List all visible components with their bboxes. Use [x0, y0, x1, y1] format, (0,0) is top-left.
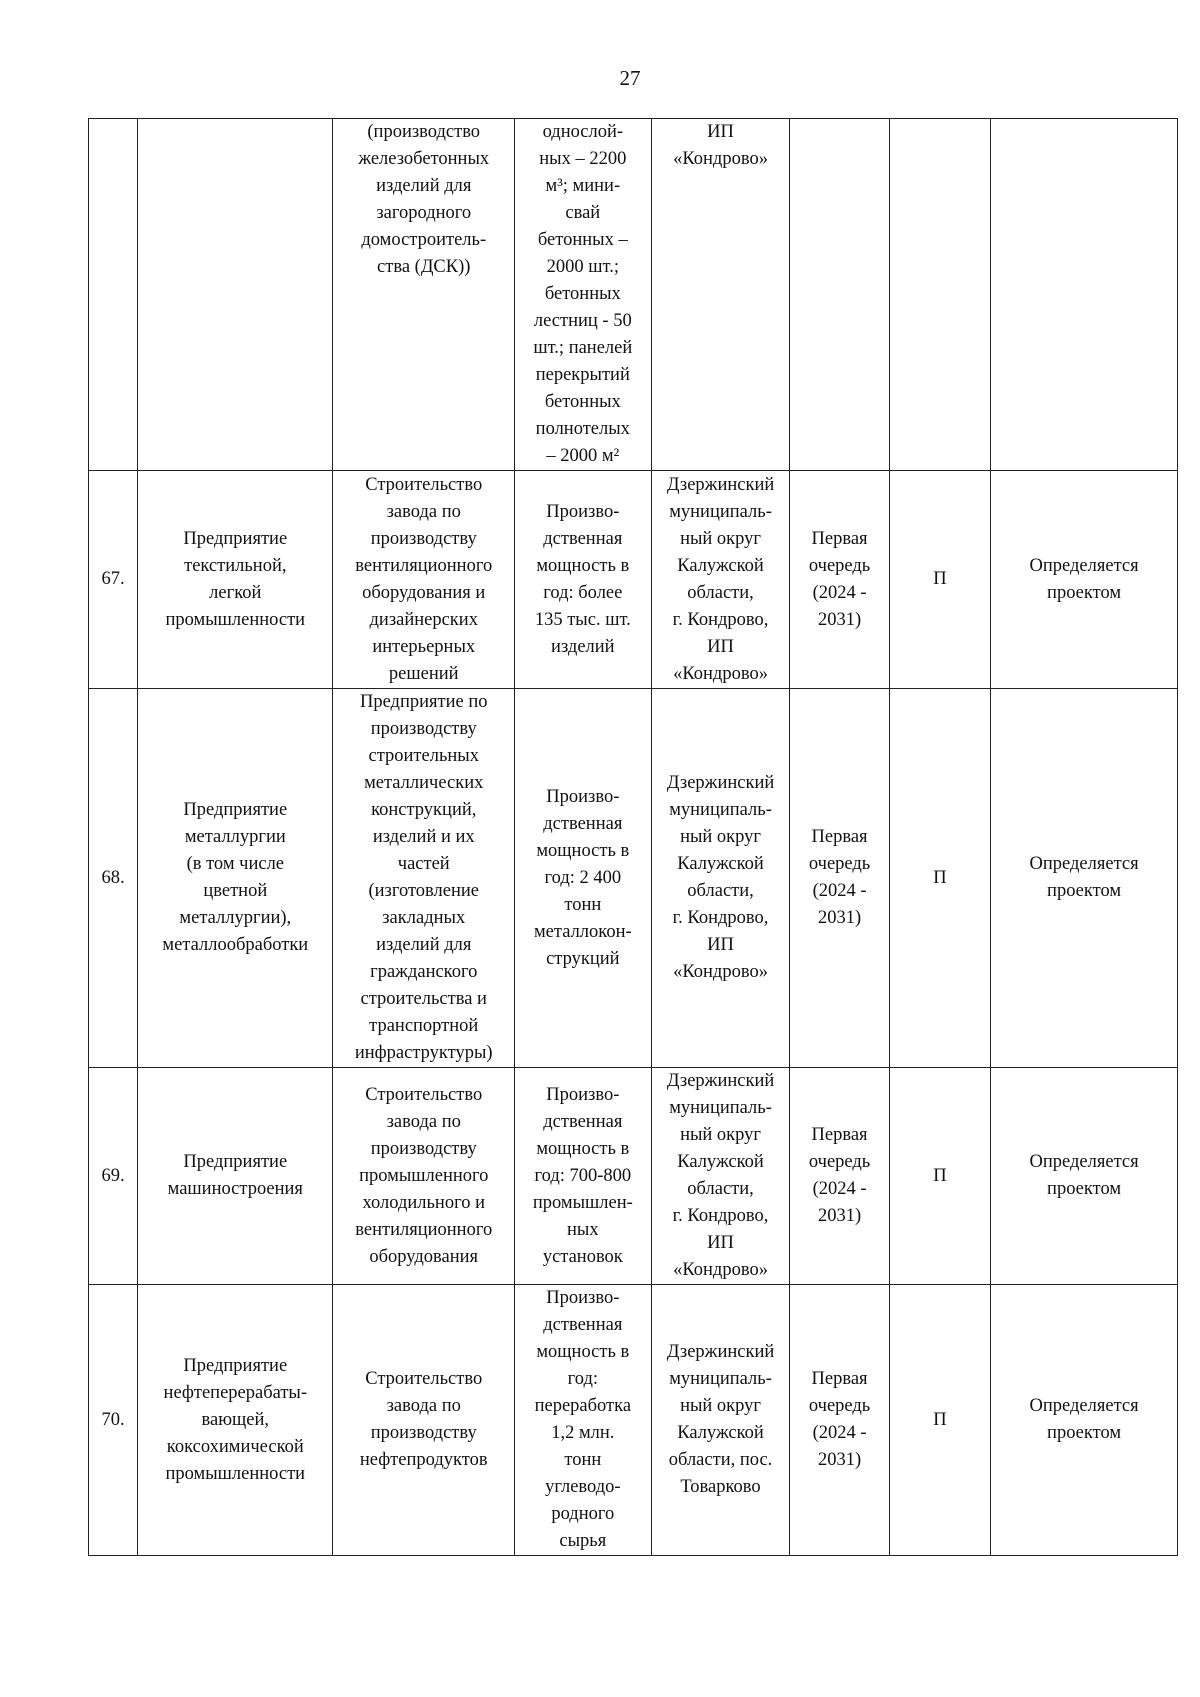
cell-stage: Первая очередь (2024 - 2031) — [790, 1068, 889, 1285]
cell-type: Предприятие металлургии (в том числе цветной металлургии), металлообработки — [138, 689, 333, 1068]
cell-object: Предприятие по производству строительных металлических конструкций, изделий и их частей (изготовление закладных изделий для гражданского строительства и транспортной инфраструктуры) — [333, 689, 515, 1068]
cell-stage: Первая очередь (2024 - 2031) — [790, 1285, 889, 1556]
cell-capacity: Произво- дственная мощность в год: более 135 тыс. шт. изделий — [514, 471, 651, 689]
cell-stage: Первая очередь (2024 - 2031) — [790, 471, 889, 689]
objects-table — [88, 118, 1178, 1556]
cell-num: 70. — [89, 1285, 138, 1556]
cell-status: П — [889, 471, 990, 689]
cell-num: 68. — [89, 689, 138, 1068]
cell-capacity: Произво- дственная мощность в год: переработка 1,2 млн. тонн углеводо- родного сырья — [514, 1285, 651, 1556]
cell-type: Предприятие текстильной, легкой промышленности — [138, 471, 333, 689]
table-row — [89, 1068, 1178, 1285]
cell-status: П — [889, 689, 990, 1068]
cell-type — [138, 119, 333, 471]
cell-location: Дзержинский муниципаль- ный округ Калужской области, г. Кондрово, ИП «Кондрово» — [651, 1068, 790, 1285]
cell-stage: Первая очередь (2024 - 2031) — [790, 689, 889, 1068]
cell-type: Предприятие машиностроения — [138, 1068, 333, 1285]
cell-location: Дзержинский муниципаль- ный округ Калужской области, г. Кондрово, ИП «Кондрово» — [651, 471, 790, 689]
cell-num: 67. — [89, 471, 138, 689]
cell-type: Предприятие нефтеперерабаты- вающей, коксохимической промышленности — [138, 1285, 333, 1556]
table-row-continuation — [89, 119, 1178, 471]
cell-capacity: Произво- дственная мощность в год: 2 400 тонн металлокон- струкций — [514, 689, 651, 1068]
cell-stage — [790, 119, 889, 471]
cell-zone — [991, 119, 1178, 471]
cell-object: Строительство завода по производству нефтепродуктов — [333, 1285, 515, 1556]
cell-zone: Определяется проектом — [991, 471, 1178, 689]
cell-object: Строительство завода по производству вентиляционного оборудования и дизайнерских интерьерных решений — [333, 471, 515, 689]
cell-object: Строительство завода по производству промышленного холодильного и вентиляционного оборудования — [333, 1068, 515, 1285]
cell-status: П — [889, 1285, 990, 1556]
cell-location: Дзержинский муниципаль- ный округ Калужской области, пос. Товарково — [651, 1285, 790, 1556]
cell-location: Дзержинский муниципаль- ный округ Калужской области, г. Кондрово, ИП «Кондрово» — [651, 689, 790, 1068]
cell-capacity: однослой- ных – 2200 м³; мини- свай бетонных – 2000 шт.; бетонных лестниц - 50 шт.; панелей перекрытий бетонных полнотелых – 2000 м² — [514, 119, 651, 471]
cell-zone: Определяется проектом — [991, 1285, 1178, 1556]
cell-zone: Определяется проектом — [991, 689, 1178, 1068]
cell-num: 69. — [89, 1068, 138, 1285]
cell-status: П — [889, 1068, 990, 1285]
table-row — [89, 471, 1178, 689]
cell-location: ИП «Кондрово» — [651, 119, 790, 471]
cell-object: (производство железобетонных изделий для загородного домостроитель- ства (ДСК)) — [333, 119, 515, 471]
cell-capacity: Произво- дственная мощность в год: 700-800 промышлен- ных установок — [514, 1068, 651, 1285]
cell-status — [889, 119, 990, 471]
cell-num — [89, 119, 138, 471]
table-row — [89, 689, 1178, 1068]
cell-zone: Определяется проектом — [991, 1068, 1178, 1285]
table-row — [89, 1285, 1178, 1556]
page-number: 27 — [619, 66, 641, 90]
